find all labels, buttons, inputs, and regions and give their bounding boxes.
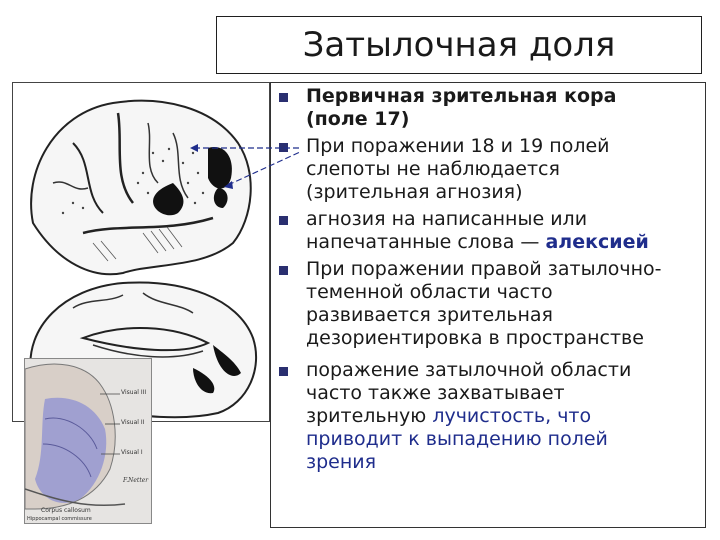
- bullet-item-4: [279, 258, 699, 350]
- visual-areas-inset: [24, 358, 152, 524]
- bullet-text-emphasis: лучистость, что приводит к выпадению полей зрения: [306, 405, 608, 473]
- lateral-brain-view: [31, 101, 251, 275]
- bullet-marker: [279, 367, 288, 376]
- content-box: [270, 82, 706, 528]
- bullet-text-part: поражение затылочной области часто также захватывает зрительную: [306, 359, 632, 427]
- bullet-text: [306, 208, 649, 254]
- bullet-marker: [279, 143, 288, 152]
- bullet-text-emphasis: алексией: [545, 231, 649, 253]
- bullet-item-5: [279, 359, 699, 474]
- inset-credit: F.Netter: [123, 477, 149, 484]
- bullet-marker: [279, 266, 288, 275]
- slide-title: Затылочная доля: [302, 25, 616, 65]
- inset-label-visual-2: Visual II: [121, 419, 145, 426]
- bullet-text: При поражении правой затылочно- теменной области часто развивается зрительная дезориентировка в пространстве: [306, 258, 662, 349]
- inset-label-hippocampal-commissure: Hippocampal commissure: [27, 516, 92, 522]
- bullet-text: При поражении 18 и 19 полей слепоты не наблюдается (зрительная агнозия): [306, 135, 610, 203]
- bullet-text: [306, 359, 631, 474]
- inset-label-visual-1: Visual I: [121, 449, 143, 456]
- bullet-item-1: [279, 85, 699, 131]
- bullet-item-2: [279, 135, 699, 204]
- bullet-item-3: [279, 208, 699, 254]
- inset-illustration: [25, 359, 152, 524]
- bullet-marker: [279, 93, 288, 102]
- bullet-marker: [279, 216, 288, 225]
- title-box: [216, 16, 702, 74]
- inset-label-visual-3: Visual III: [121, 389, 147, 396]
- bullet-text: Первичная зрительная кора (поле 17): [306, 85, 617, 130]
- bullet-text-part: агнозия на написанные или напечатанные слова —: [306, 208, 588, 253]
- inset-label-corpus-callosum: Corpus callosum: [41, 507, 91, 514]
